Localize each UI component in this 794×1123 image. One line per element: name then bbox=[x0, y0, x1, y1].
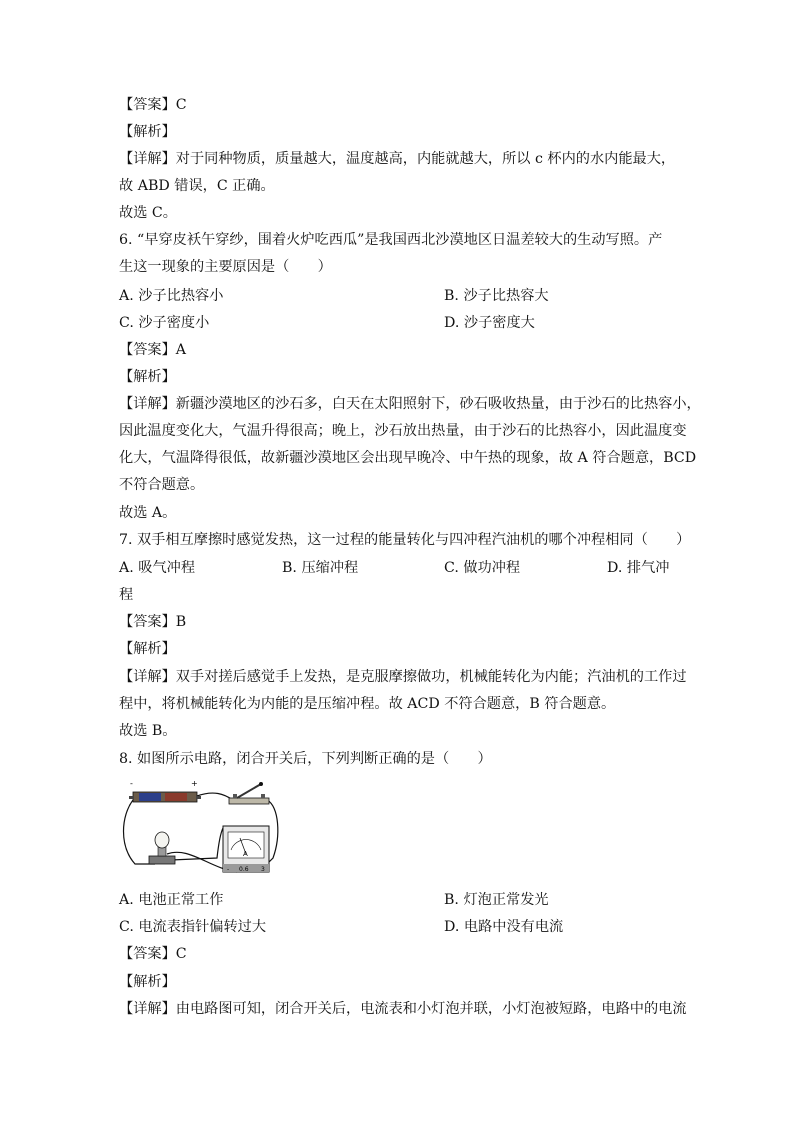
question-6-option-b: B. 沙子比热容大 bbox=[444, 288, 549, 304]
question-8-option-a: A. 电池正常工作 bbox=[119, 892, 224, 908]
choose-6: 故选 A。 bbox=[119, 505, 177, 521]
answer-8: 【答案】C bbox=[119, 946, 187, 962]
battery-minus-label: - bbox=[130, 779, 133, 788]
question-8-line1: 8. 如图所示电路，闭合开关后，下列判断正确的是（ ） bbox=[119, 751, 492, 767]
detail-6-line3: 化大，气温降得很低，故新疆沙漠地区会出现早晚冷、中午热的现象，故 A 符合题意，BCD bbox=[119, 450, 697, 466]
question-6-option-d: D. 沙子密度大 bbox=[444, 315, 535, 331]
question-6-line2: 生这一现象的主要原因是（ ） bbox=[119, 259, 332, 275]
detail-6-line1: 【详解】新疆沙漠地区的沙石多，白天在太阳照射下，砂石吸收热量，由于沙石的比热容小， bbox=[119, 396, 701, 412]
ammeter-terminal-3: 3 bbox=[261, 866, 265, 873]
detail-6-line2: 因此温度变化大，气温升得很高；晚上，沙石放出热量，由于沙石的比热容小，因此温度变 bbox=[119, 423, 687, 439]
detail-6-line4: 不符合题意。 bbox=[119, 477, 205, 493]
analysis-5-label: 【解析】 bbox=[119, 124, 176, 140]
question-8-option-b: B. 灯泡正常发光 bbox=[444, 892, 549, 908]
wire-lamp-meter bbox=[171, 828, 223, 860]
analysis-7-label: 【解析】 bbox=[119, 641, 176, 657]
ammeter-terminal-0.6: 0.6 bbox=[239, 866, 249, 873]
question-7-option-c: C. 做功冲程 bbox=[444, 560, 521, 576]
ammeter-letter: A bbox=[243, 850, 248, 858]
question-7-option-d: D. 排气冲 bbox=[607, 560, 670, 576]
battery-plus-label: + bbox=[191, 779, 198, 788]
wire-battery-lamp bbox=[124, 800, 156, 864]
detail-7-line2: 程中，将机械能转化为内能的是压缩冲程。故 ACD 不符合题意，B 符合题意。 bbox=[119, 696, 616, 712]
question-6-option-a: A. 沙子比热容小 bbox=[119, 288, 224, 304]
lamp-icon bbox=[149, 832, 175, 864]
detail-5-line2: 故 ABD 错误，C 正确。 bbox=[119, 178, 275, 194]
battery-icon bbox=[129, 792, 201, 802]
answer-7: 【答案】B bbox=[119, 614, 187, 630]
question-7-option-a: A. 吸气冲程 bbox=[119, 560, 196, 576]
analysis-8-label: 【解析】 bbox=[119, 974, 176, 990]
choose-7: 故选 B。 bbox=[119, 723, 177, 739]
wire-battery-switch bbox=[197, 793, 233, 800]
analysis-6-label: 【解析】 bbox=[119, 369, 176, 385]
question-7-line1: 7. 双手相互摩擦时感觉发热，这一过程的能量转化与四冲程汽油机的哪个冲程相同（ ） bbox=[119, 532, 691, 548]
choose-5: 故选 C。 bbox=[119, 205, 177, 221]
detail-5-line1: 【详解】对于同种物质，质量越大，温度越高，内能就越大，所以 c 杯内的水内能最大， bbox=[119, 151, 676, 167]
detail-7-line1: 【详解】双手对搓后感觉手上发热，是克服摩擦做功，机械能转化为内能；汽油机的工作过 bbox=[119, 669, 687, 685]
answer-5: 【答案】C bbox=[119, 97, 187, 113]
detail-8-line1: 【详解】由电路图可知，闭合开关后，电流表和小灯泡并联，小灯泡被短路，电路中的电流 bbox=[119, 1001, 687, 1017]
question-6-line1: 6. “早穿皮袄午穿纱，围着火炉吃西瓜”是我国西北沙漠地区日温差较大的生动写照。产 bbox=[119, 232, 663, 248]
question-7-option-b: B. 压缩冲程 bbox=[282, 560, 359, 576]
question-7-option-d-wrap: 程 bbox=[119, 587, 134, 603]
answer-6: 【答案】A bbox=[119, 342, 186, 358]
question-8-option-c: C. 电流表指针偏转过大 bbox=[119, 919, 267, 935]
ammeter-terminal-minus: - bbox=[227, 866, 230, 873]
switch-icon bbox=[229, 782, 269, 804]
circuit-diagram bbox=[119, 776, 281, 882]
question-6-option-c: C. 沙子密度小 bbox=[119, 315, 210, 331]
question-8-option-d: D. 电路中没有电流 bbox=[444, 919, 564, 935]
